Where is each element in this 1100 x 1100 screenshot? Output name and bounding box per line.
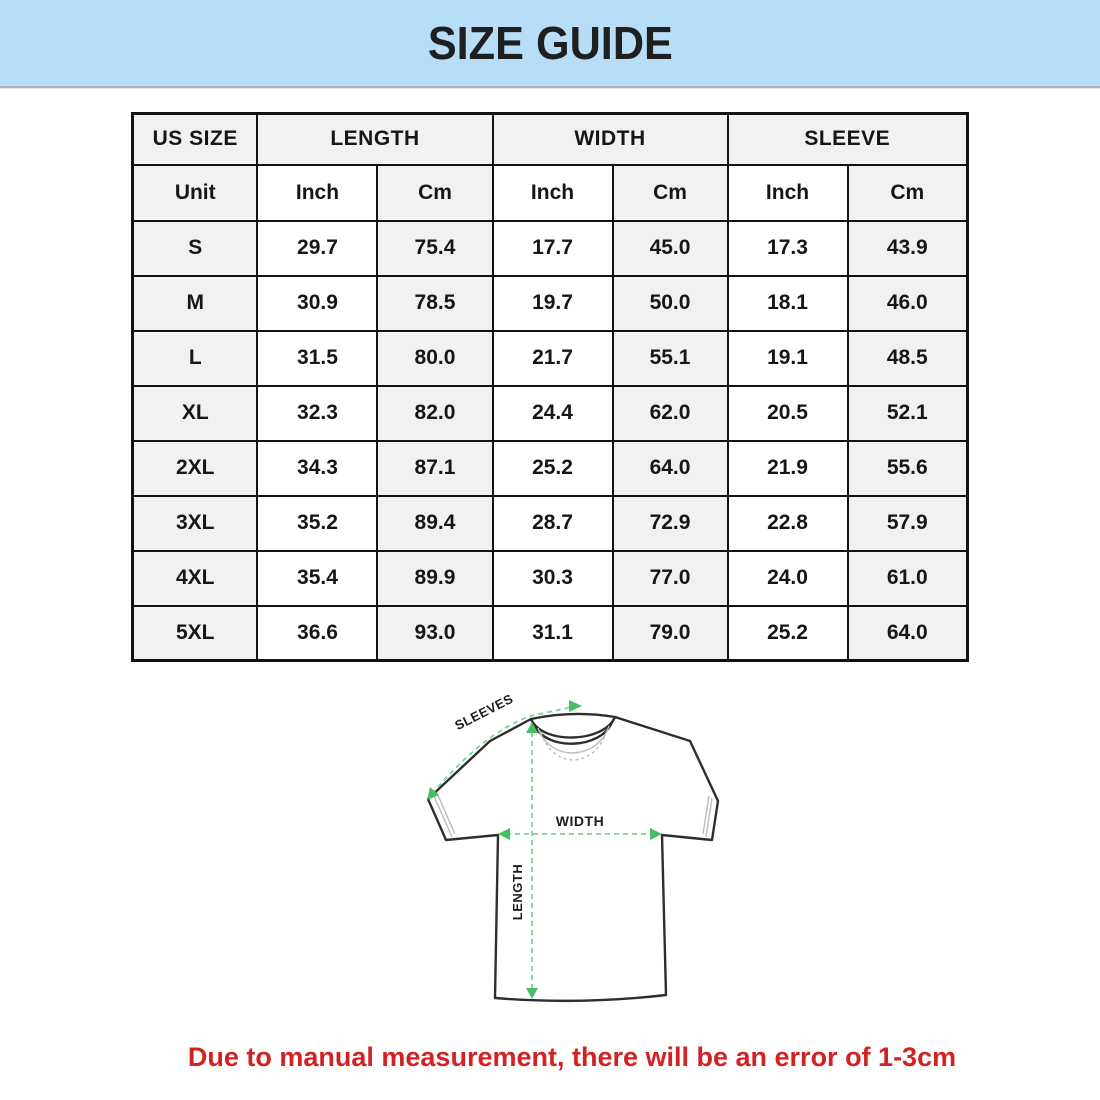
measurement-cell: 17.7 (493, 221, 613, 276)
size-label-cell: 2XL (132, 441, 257, 496)
measurement-cell: 21.9 (728, 441, 848, 496)
size-row (132, 606, 967, 661)
measurement-cell: 35.4 (257, 551, 377, 606)
group-header-width: WIDTH (493, 114, 728, 165)
size-label-cell: M (132, 276, 257, 331)
measurement-cell: 36.6 (257, 606, 377, 661)
size-chart-table (131, 112, 969, 662)
measurement-cell: 35.2 (257, 496, 377, 551)
measurement-cell: 45.0 (613, 221, 728, 276)
measurement-cell: 20.5 (728, 386, 848, 441)
group-header-us-size: US SIZE (132, 114, 257, 165)
size-row (132, 441, 967, 496)
measurement-cell: 77.0 (613, 551, 728, 606)
unit-header-cell: Inch (493, 165, 613, 221)
measurement-cell: 25.2 (728, 606, 848, 661)
measurement-cell: 82.0 (377, 386, 492, 441)
size-label-cell: 3XL (132, 496, 257, 551)
width-label: WIDTH (555, 813, 605, 829)
measurement-cell: 34.3 (257, 441, 377, 496)
size-label-cell: 4XL (132, 551, 257, 606)
measurement-cell: 64.0 (848, 606, 968, 661)
unit-header-row (132, 165, 967, 221)
measurement-cell: 30.9 (257, 276, 377, 331)
measurement-cell: 57.9 (848, 496, 968, 551)
group-header-row (132, 114, 967, 165)
measurement-cell: 61.0 (848, 551, 968, 606)
measurement-cell: 17.3 (728, 221, 848, 276)
size-row (132, 331, 967, 386)
measurement-cell: 43.9 (848, 221, 968, 276)
measurement-cell: 31.5 (257, 331, 377, 386)
size-row (132, 551, 967, 606)
group-header-length: LENGTH (257, 114, 492, 165)
unit-header-cell: Unit (132, 165, 257, 221)
measurement-cell: 55.6 (848, 441, 968, 496)
measurement-cell: 80.0 (377, 331, 492, 386)
measurement-cell: 62.0 (613, 386, 728, 441)
measurement-cell: 30.3 (493, 551, 613, 606)
measurement-cell: 28.7 (493, 496, 613, 551)
measurement-cell: 78.5 (377, 276, 492, 331)
measurement-cell: 19.1 (728, 331, 848, 386)
measurement-cell: 75.4 (377, 221, 492, 276)
length-label: LENGTH (510, 863, 525, 921)
measurement-note: Due to manual measurement, there will be an error of 1-3cm (187, 1042, 957, 1072)
measurement-cell: 89.9 (377, 551, 492, 606)
measurement-cell: 50.0 (613, 276, 728, 331)
measurement-cell: 52.1 (848, 386, 968, 441)
tshirt-measurement-diagram (390, 668, 790, 1030)
measurement-cell: 46.0 (848, 276, 968, 331)
measurement-cell: 64.0 (613, 441, 728, 496)
measurement-cell: 93.0 (377, 606, 492, 661)
page-title: SIZE GUIDE (427, 17, 673, 69)
size-label-cell: L (132, 331, 257, 386)
size-row (132, 386, 967, 441)
measurement-cell: 21.7 (493, 331, 613, 386)
measurement-cell: 24.0 (728, 551, 848, 606)
group-header-sleeve: SLEEVE (728, 114, 968, 165)
unit-header-cell: Cm (613, 165, 728, 221)
size-row (132, 221, 967, 276)
measurement-cell: 48.5 (848, 331, 968, 386)
measurement-cell: 24.4 (493, 386, 613, 441)
banner (0, 0, 1100, 88)
measurement-cell: 29.7 (257, 221, 377, 276)
measurement-cell: 32.3 (257, 386, 377, 441)
measurement-cell: 72.9 (613, 496, 728, 551)
size-label-cell: S (132, 221, 257, 276)
size-row (132, 276, 967, 331)
measurement-cell: 55.1 (613, 331, 728, 386)
unit-header-cell: Cm (848, 165, 968, 221)
unit-header-cell: Inch (257, 165, 377, 221)
size-label-cell: XL (132, 386, 257, 441)
measurement-cell: 87.1 (377, 441, 492, 496)
unit-header-cell: Inch (728, 165, 848, 221)
size-guide-content (0, 112, 1100, 1073)
size-label-cell: 5XL (132, 606, 257, 661)
measurement-cell: 89.4 (377, 496, 492, 551)
size-row (132, 496, 967, 551)
unit-header-cell: Cm (377, 165, 492, 221)
measurement-cell: 25.2 (493, 441, 613, 496)
measurement-cell: 79.0 (613, 606, 728, 661)
measurement-cell: 19.7 (493, 276, 613, 331)
tshirt-outline (428, 714, 718, 1001)
measurement-cell: 18.1 (728, 276, 848, 331)
measurement-cell: 31.1 (493, 606, 613, 661)
measurement-cell: 22.8 (728, 496, 848, 551)
sleeves-label: SLEEVES (452, 690, 516, 734)
